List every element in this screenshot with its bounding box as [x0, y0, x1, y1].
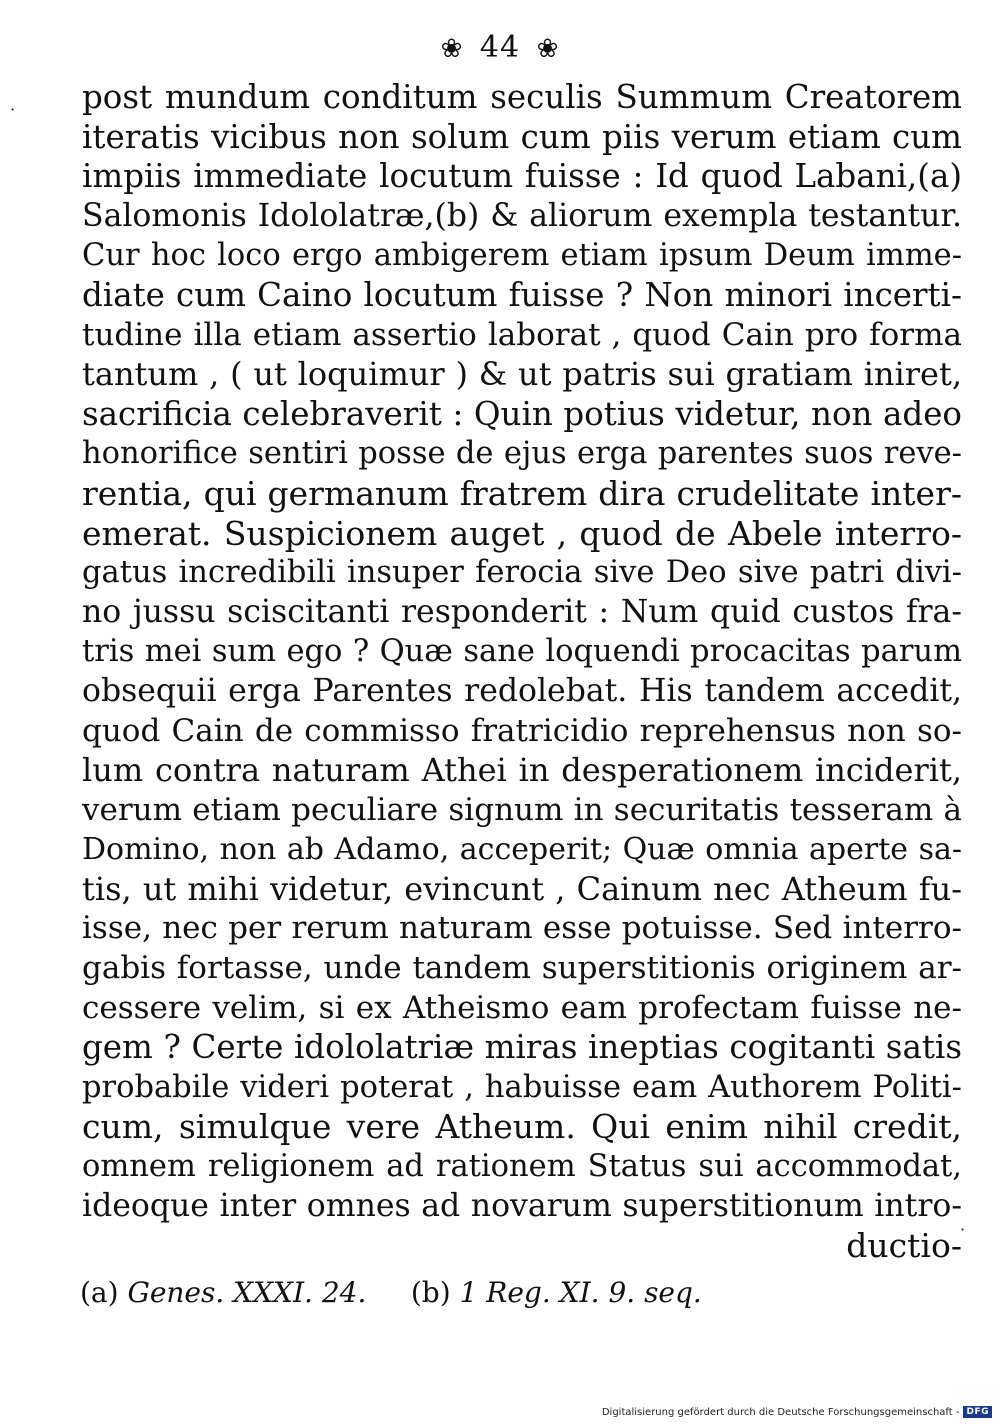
text-line: no jussu sciscitanti responderit : Num quid custos fra-	[82, 593, 962, 630]
text-line: post mundum conditum seculis Summum Creatorem	[82, 78, 962, 116]
text-line: gabis fortasse, unde tandem superstitionis originem ar-	[82, 950, 962, 987]
text-line: isse, nec per rerum naturam esse potuisse. Sed interro-	[82, 910, 962, 947]
footnotes	[80, 1276, 960, 1309]
text-line: Cur hoc loco ergo ambigerem etiam ipsum Deum imme-	[82, 238, 962, 274]
text-line: Domino, non ab Adamo, acceperit; Quæ omnia aperte sa-	[82, 832, 962, 868]
text-line: impiis immediate locutum fuisse : Id quod Labani,(a)	[82, 157, 962, 196]
text-line: tis, ut mihi videtur, evincunt , Cainum nec Atheum fu-	[82, 869, 962, 908]
text-line: gatus incredibili insuper ferocia sive Deo sive patri divi-	[82, 555, 962, 591]
footnote-b-label: (b)	[410, 1276, 451, 1309]
footnote-a-label: (a)	[80, 1276, 119, 1309]
footnote-b-reference: 1 Reg. XI. 9. seq.	[459, 1276, 702, 1309]
page-header	[0, 30, 1000, 65]
text-line: diate cum Caino locutum fuisse ? Non minori incerti-	[82, 275, 962, 314]
text-line: rentia, qui germanum fratrem dira crudelitate inter-	[82, 473, 962, 513]
text-line: iteratis vicibus non solum cum piis verum etiam cum	[82, 117, 962, 156]
text-line: tantum , ( ut loquimur ) & ut patris sui gratiam iniret,	[82, 355, 962, 394]
text-line: obsequii erga Parentes redolebat. His tandem accedit,	[82, 672, 962, 709]
text-line: honorifice sentiri posse de ejus erga parentes suos reve-	[82, 436, 962, 472]
footnote-a-reference: Genes. XXXI. 24.	[127, 1276, 367, 1309]
text-line: gem ? Certe idololatriæ miras ineptias cogitanti satis	[82, 1028, 962, 1067]
text-line: tudine illa etiam assertio laborat , quod Cain pro forma	[82, 316, 962, 353]
text-line: verum etiam peculiare signum in securitatis tesseram à	[82, 791, 962, 828]
text-line: tris mei sum ego ? Quæ sane loquendi procacitas parum	[82, 634, 962, 670]
page-number: 44	[479, 30, 521, 65]
ornament-left-icon: ❀	[440, 34, 464, 64]
body-text	[82, 78, 962, 1266]
text-line: emerat. Suspicionem auget , quod de Abele interro-	[82, 513, 962, 553]
text-line: quod Cain de commisso fratricidio reprehensus non so-	[82, 712, 962, 749]
text-line: sacrificia celebraverit : Quin potius videtur, non adeo	[82, 394, 962, 433]
text-line: cum, simulque vere Atheum. Qui enim nihil credit,	[82, 1107, 962, 1147]
text-line: lum contra naturam Athei in desperationem inciderit,	[82, 751, 962, 790]
ornament-right-icon: ❀	[536, 34, 560, 64]
dfg-logo: DFG	[963, 1406, 992, 1418]
text-line: ideoque inter omnes ad novarum superstitionum intro-	[82, 1187, 962, 1224]
text-line: cessere velim, si ex Atheismo eam profectam fuisse ne-	[82, 989, 962, 1026]
margin-mark: ·	[10, 100, 16, 119]
digitization-footer	[602, 1406, 992, 1418]
text-line: ductio-	[846, 1226, 962, 1266]
text-line: Salomonis Idololatræ,(b) & aliorum exempla testantur.	[82, 197, 962, 234]
digitization-credit: Digitalisierung gefördert durch die Deutsche Forschungsgemeinschaft -	[601, 1406, 960, 1418]
text-line: probabile videri poterat , habuisse eam Authorem Politi-	[82, 1069, 962, 1105]
margin-mark: ·	[960, 1220, 966, 1239]
text-line: omnem religionem ad rationem Status sui accommodat,	[82, 1149, 962, 1185]
